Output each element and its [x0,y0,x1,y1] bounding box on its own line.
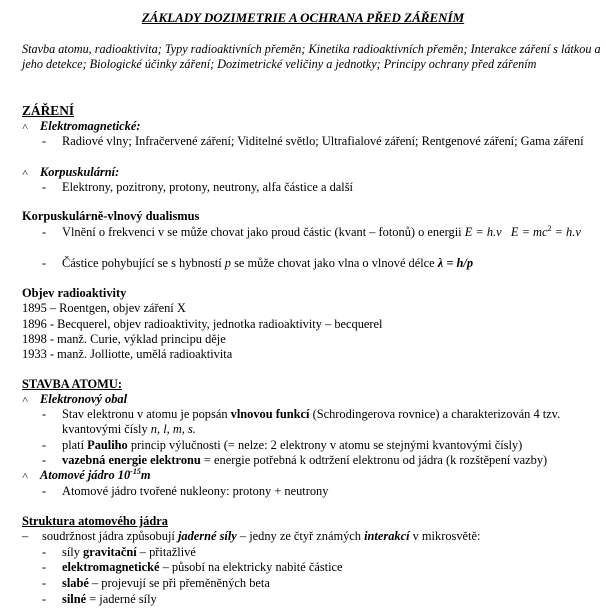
list-item: - platí Pauliho princip výlučnosti (= nelze: 2 elektrony v atomu se stejnými kvantovými čísly) [42,438,523,452]
arrow-bullet-icon: ˄ [22,394,29,406]
list-item: – soudržnost jádra způsobují jaderné síly – jedny ze čtyř známých interakcí v mikrosvětě: [22,529,481,543]
heading-dualism: Korpuskulárně-vlnový dualismus [22,209,200,223]
arrow-bullet-icon: ˄ [22,121,29,133]
category-nucleus: ˄ Atomové jádro $10^{-15}m$ [22,466,151,482]
force-item: - síly gravitační – přitažlivé [42,545,196,559]
heading-zareni: ZÁŘENÍ [22,103,75,118]
force-item: - silné = jaderné síly [42,592,157,606]
heading-atom-structure: STAVBA ATOMU: [22,377,122,391]
list-item: - Částice pohybující se s hybností p se může chovat jako vlna o vlnové délce λ = h/p [42,256,474,270]
list-item: - Stav elektronu v atomu je popsán vlnovou funkcí (Schrodingerova rovnice) a charakterizován 4 tzv. kvantovými čísly n, l, m, s. [42,407,561,436]
heading-nucleus-structure: Struktura atomového jádra [22,514,168,528]
arrow-bullet-icon: ˄ [22,167,29,179]
intro-topics: Stavba atomu, radioaktivita; Typy radioaktivních přeměn; Kinetika radioaktivních přeměn; Interakce záření s látkou a jeho detekce; Biologické účinky záření; Dozimetrické veličiny a jednotky; Principy ochrany před zářením [22,42,601,71]
category-corpuscular: ˄ Korpuskulární: [22,165,120,179]
timeline-entry: 1896 - Becquerel, objev radioaktivity, jednotka radioaktivity – becquerel [22,317,383,331]
list-item: - vazebná energie elektronu = energie potřebná k odtržení elektronu od jádra (k rozštěpení vazby) [42,453,548,467]
list-item: - Radiové vlny; Infračervené záření; Viditelné světlo; Ultrafialové záření; Rentgenové záření; Gama záření [42,134,584,148]
timeline-entry: 1895 – Roentgen, objev záření X [22,301,186,315]
list-item: - Atomové jádro tvořené nukleony: protony + neutrony [42,484,329,498]
document-title: ZÁKLADY DOZIMETRIE A OCHRANA PŘED ZÁŘENÍM [141,10,465,25]
timeline-entry: 1898 - manž. Curie, výklad principu děje [22,332,226,346]
force-item: - slabé – projevují se při přeměněných beta [42,576,270,590]
timeline-entry: 1933 - manž. Jolliotte, umělá radioaktivita [22,347,233,361]
list-item: - Vlnění o frekvenci v se může chovat jako proud částic (kvant – fotonů) o energii E = h.v $E = mc^2 = h.v$ [42,223,581,239]
category-electromagnetic: ˄ Elektromagnetické: [22,119,141,133]
category-electron-shell: ˄ Elektronový obal [22,392,128,406]
heading-discovery: Objev radioaktivity [22,286,127,300]
list-item: - Elektrony, pozitrony, protony, neutrony, alfa částice a další [42,180,353,194]
arrow-bullet-icon: ˄ [22,470,29,482]
force-item: - elektromagnetické – působí na elektricky nabité částice [42,560,343,574]
